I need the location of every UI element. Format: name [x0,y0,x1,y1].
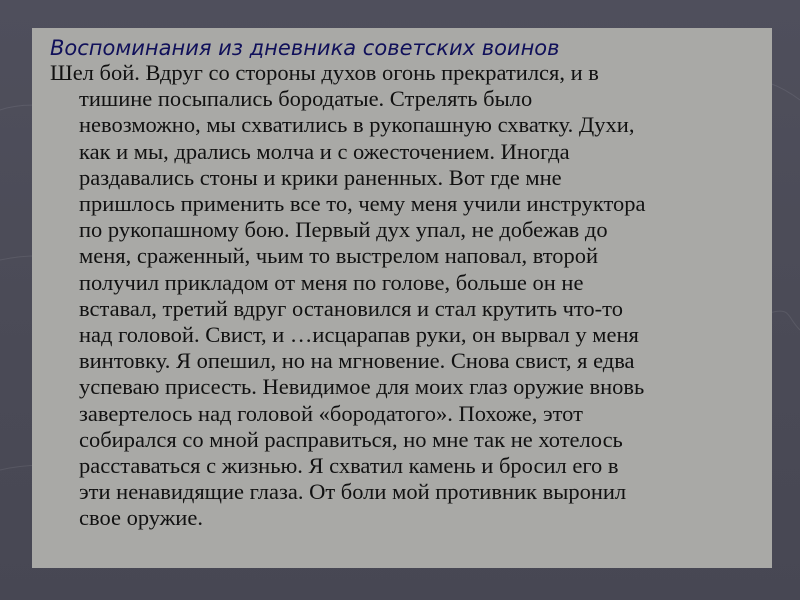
diary-text-line: расставаться с жизнью. Я схватил камень и бросил его в [79,453,619,479]
diary-text-line: пришлось применить все то, чему меня учили инструктора [79,191,646,217]
diary-text-line: завертелось над головой «бородатого». Похоже, этот [79,400,583,426]
diary-text-line: успеваю присесть. Невидимое для моих глаз оружие вновь [79,374,645,400]
diary-text-line: получил прикладом от меня по голове, больше он не [79,269,584,295]
diary-text-line: по рукопашному бою. Первый дух упал, не добежав до [79,217,608,243]
diary-text-line: эти ненавидящие глаза. От боли мой противник выронил [79,479,627,505]
diary-text-line: вставал, третий вдруг остановился и стал крутить что-то [79,295,623,321]
diary-text-line: как и мы, дрались молча и с ожесточением. Иногда [79,138,570,164]
diary-text-line: раздавались стоны и крики раненных. Вот где мне [79,164,562,190]
diary-text-line: тишине посыпались бородатые. Стрелять было [79,86,533,112]
diary-text [50,60,780,532]
diary-text-line: над головой. Свист, и …исцарапав руки, он вырвал у меня [79,322,639,348]
diary-text-line: свое оружие. [79,505,203,531]
diary-text-line: собирался со мной расправиться, но мне так не хотелось [79,426,623,452]
slide-title: Воспоминания из дневника советских воинов [50,36,560,60]
diary-text-line: Шел бой. Вдруг со стороны духов огонь прекратился, и в [50,60,599,85]
diary-text-line: винтовку. Я опешил, но на мгновение. Снова свист, я едва [79,348,635,374]
diary-text-line: невозможно, мы схватились в рукопашную схватку. Духи, [79,112,635,138]
diary-text-line: меня, сраженный, чьим то выстрелом наповал, второй [79,243,599,269]
